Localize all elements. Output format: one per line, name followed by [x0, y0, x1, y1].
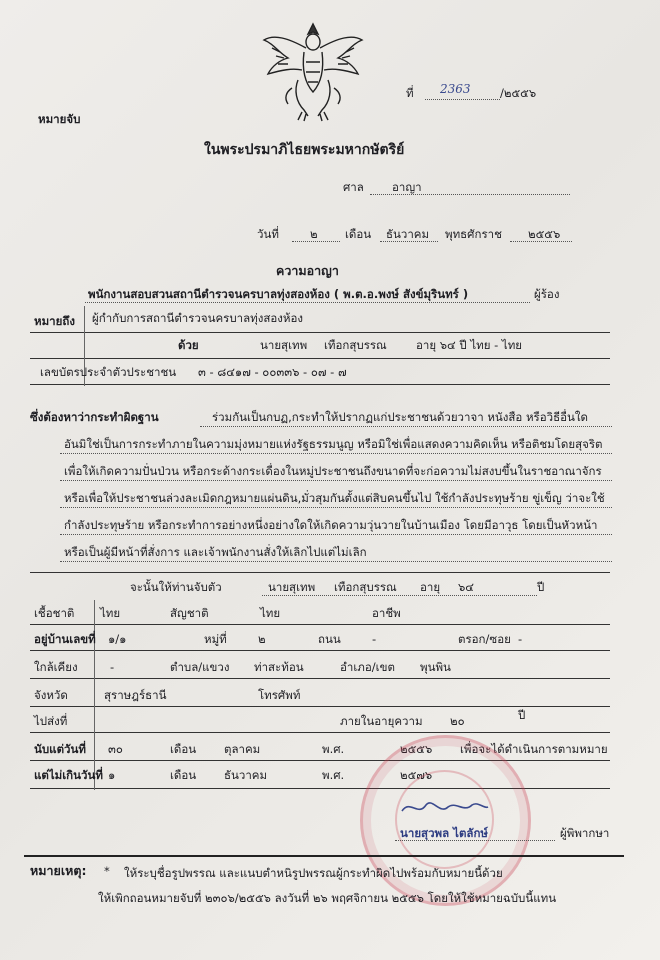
province-label: จังหวัด	[34, 688, 68, 702]
moo-value: ๒	[258, 632, 266, 646]
order-name: นายสุเทพ	[268, 580, 316, 594]
to-year: ๒๕๗๖	[400, 768, 433, 782]
remark-line-1: ให้ระบุชื่อรูปพรรณ และแนบตำหนิรูปพรรณผู้กระทำผิดไปพร้อมกับหมายนี้ด้วย	[124, 866, 503, 880]
from-month-label: เดือน	[170, 742, 197, 756]
order-surname: เทือกสุบรรณ	[334, 580, 397, 594]
warrant-number: 2363	[440, 82, 471, 96]
within-label: ภายในอายุความ	[340, 714, 423, 728]
to-label: หมายถึง	[34, 314, 75, 328]
day-label: วันที่	[257, 227, 279, 241]
from-day: ๓๐	[108, 742, 123, 756]
petitioner-name: พนักงานสอบสวนสถานีตำรวจนครบาลทุ่งสองห้อง ( พ.ต.อ.พงษ์ สังข์มุรินทร์ )	[88, 287, 469, 301]
from-year-label: พ.ศ.	[322, 742, 345, 756]
case-type: ความอาญา	[276, 263, 339, 278]
charge-line-3: เพื่อให้เกิดความปั่นป่วน หรือกระด้างกระเดื่องในหมู่ประชาชนถึงขนาดที่จะก่อความไม่สงบขึ้นในราชอาณาจักร	[64, 464, 602, 478]
buddhist-year-value: ๒๕๕๖	[528, 227, 561, 241]
number-label: ที่	[406, 86, 414, 100]
charge-line-2: อันมิใช่เป็นการกระทำภายในความมุ่งหมายแห่งรัฐธรรมนูญ หรือมิใช่เพื่อแสดงความคิดเห็น หรือติชมโดยสุจริต	[64, 437, 603, 451]
document-title: ในพระปรมาภิไธยพระมหากษัตริย์	[204, 142, 405, 158]
judge-name: นายสุวพล ไตลักษ์	[400, 826, 489, 840]
province-value: สุราษฎร์ธานี	[104, 688, 167, 702]
judge-title: ผู้พิพากษา	[560, 826, 610, 840]
warrant-label: หมายจับ	[38, 112, 81, 126]
near-label: ใกล้เคียง	[34, 660, 78, 674]
near-value: -	[110, 660, 115, 674]
moo-label: หมู่ที่	[204, 632, 227, 646]
district-value: พุนพิน	[420, 660, 451, 674]
order-label: จะนั้นให้ท่านจับตัว	[130, 580, 222, 594]
petitioner-suffix: ผู้ร้อง	[534, 287, 560, 301]
from-month: ตุลาคม	[224, 742, 261, 756]
to-day: ๑	[108, 768, 116, 782]
soi-label: ตรอก/ซอย	[458, 632, 511, 646]
to-value: ผู้กำกับการสถานีตำรวจนครบาลทุ่งสองห้อง	[92, 311, 303, 325]
charge-line-6: หรือเป็นผู้มีหน้าที่สั่งการ และเจ้าพนักงานสั่งให้เลิกไปแต่ไม่เลิก	[64, 545, 367, 559]
order-year-unit: ปี	[537, 580, 545, 594]
to-month: ธันวาคม	[224, 768, 268, 782]
to-month-label: เดือน	[170, 768, 197, 782]
nationality-value: ไทย	[260, 606, 281, 620]
from-label: นับแต่วันที่	[34, 742, 86, 756]
order-age-label: อายุ	[420, 580, 441, 594]
purpose-text: เพื่อจะได้ดำเนินการตามหมาย	[460, 742, 608, 756]
accused-age: อายุ ๖๔ ปี ไทย - ไทย	[416, 338, 523, 352]
within-value: ๒๐	[450, 714, 465, 728]
house-no-label: อยู่บ้านเลขที่	[34, 632, 96, 646]
district-label: อำเภอ/เขต	[340, 660, 395, 674]
remark-bullet: *	[104, 864, 110, 878]
charge-label: ซึ่งต้องหาว่ากระทำผิดฐาน	[30, 410, 159, 424]
buddhist-year-label: พุทธศักราช	[445, 227, 502, 241]
remark-line-2: ให้เพิกถอนหมายจับที่ ๒๓๐๖/๒๕๕๖ ลงวันที่ ๒๖ พฤศจิกายน ๒๕๕๖ โดยให้ใช้หมายฉบับนี้แทน	[98, 891, 557, 905]
id-card-label: เลขบัตรประจำตัวประชาชน	[40, 365, 177, 379]
accused-surname: เทือกสุบรรณ	[324, 338, 387, 352]
charge-line-5: กำลังประทุษร้าย หรือกระทำการอย่างหนึ่งอย่างใดให้เกิดความวุ่นวายในบ้านเมือง โดยมีอาวุธ โดยเป็นหัวหน้า	[64, 518, 598, 532]
soi-value: -	[518, 632, 523, 646]
year-suffix: /๒๕๕๖	[500, 86, 537, 100]
occupation-label: อาชีพ	[372, 606, 401, 620]
race-label: เชื้อชาติ	[34, 606, 75, 620]
within-unit: ปี	[518, 708, 526, 722]
race-value: ไทย	[100, 606, 121, 620]
judge-signature-icon	[400, 795, 490, 819]
day-value: ๒	[310, 227, 318, 241]
to-date-label: แต่ไม่เกินวันที่	[34, 768, 103, 782]
id-card-value: ๓ - ๘๔๑๗ - ๐๐๓๓๖ - ๐๗ - ๗	[198, 365, 347, 379]
court-value: อาญา	[392, 180, 422, 194]
order-age-value: ๖๔	[458, 580, 475, 594]
from-year: ๒๕๕๖	[400, 742, 433, 756]
house-no-value: ๑/๑	[108, 632, 127, 646]
road-value: -	[372, 632, 377, 646]
accused-name: นายสุเทพ	[260, 338, 308, 352]
charge-line-4: หรือเพื่อให้ประชาชนล่วงละเมิดกฎหมายแผ่นดิน,มั่วสุมกันตั้งแต่สิบคนขึ้นไป ใช้กำลังประทุษร้าย ขู่เข็ญ ว่าจะใช้	[64, 491, 605, 505]
subdistrict-value: ท่าสะท้อน	[254, 660, 304, 674]
road-label: ถนน	[318, 632, 341, 646]
charge-line-1: ร่วมกันเป็นกบฏ,กระทำให้ปรากฏแก่ประชาชนด้วยวาจา หนังสือ หรือวิธีอื่นใด	[212, 410, 588, 424]
nationality-label: สัญชาติ	[170, 606, 209, 620]
subdistrict-label: ตำบล/แขวง	[170, 660, 230, 674]
court-label: ศาล	[343, 180, 364, 194]
garuda-emblem-icon	[258, 18, 368, 123]
phone-label: โทรศัพท์	[258, 688, 301, 702]
remark-label: หมายเหตุ:	[30, 863, 87, 878]
send-label: ไปส่งที่	[34, 714, 68, 728]
to-year-label: พ.ศ.	[322, 768, 345, 782]
month-label: เดือน	[345, 227, 372, 241]
month-value: ธันวาคม	[386, 227, 430, 241]
with-label: ด้วย	[178, 338, 199, 352]
